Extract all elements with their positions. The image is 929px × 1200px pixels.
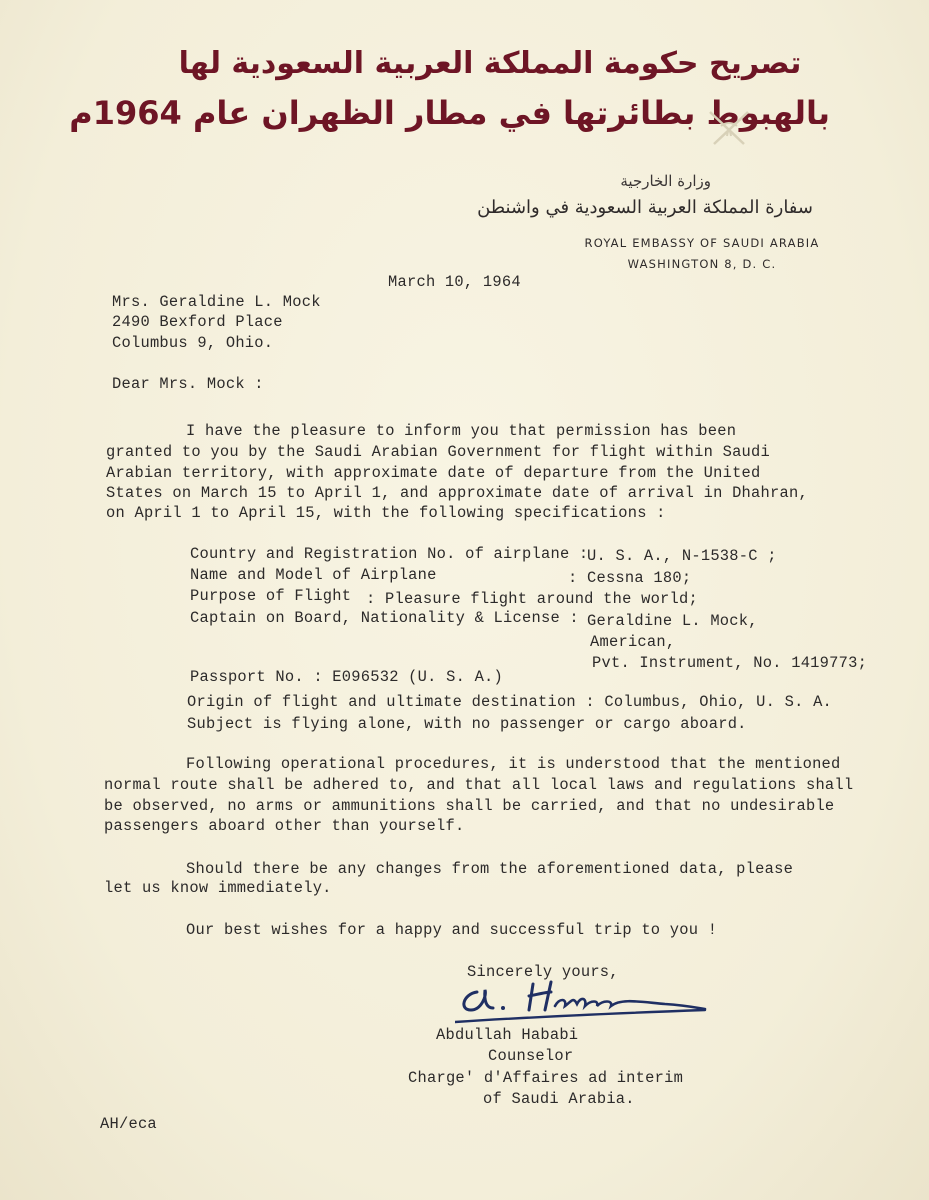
closing: Sincerely yours,: [467, 963, 619, 981]
spec-model-value: : Cessna 180;: [568, 569, 692, 587]
address-city: Columbus 9, Ohio.: [112, 334, 274, 352]
address-street: 2490 Bexford Place: [112, 313, 283, 331]
spec-purpose-label: Purpose of Flight: [190, 587, 352, 605]
para1-line: on April 1 to April 15, with the following specifications :: [106, 504, 666, 522]
arabic-title-line1: تصريح حكومة المملكة العربية السعودية لها: [178, 46, 802, 81]
embassy-name-arabic: سفارة المملكة العربية السعودية في واشنطن: [477, 197, 813, 218]
signer-role: Charge' d'Affaires ad interim: [408, 1069, 684, 1087]
spec-country-value: U. S. A., N-1538-C ;: [587, 547, 777, 565]
signer-title: Counselor: [488, 1047, 574, 1065]
spec-alone: Subject is flying alone, with no passenger or cargo aboard.: [187, 715, 747, 733]
address-name: Mrs. Geraldine L. Mock: [112, 293, 321, 311]
salutation: Dear Mrs. Mock :: [112, 375, 264, 393]
spec-model-label: Name and Model of Airplane: [190, 566, 437, 584]
para1-line: I have the pleasure to inform you that permission has been: [186, 422, 737, 440]
arabic-title-line2: بالهبوط بطائرتها في مطار الظهران عام 1964م: [69, 94, 830, 132]
embassy-name-english: ROYAL EMBASSY OF SAUDI ARABIA: [584, 236, 820, 250]
para1-line: States on March 15 to April 1, and approximate date of arrival in Dhahran,: [106, 484, 808, 502]
para1-line: granted to you by the Saudi Arabian Government for flight within Saudi: [106, 443, 771, 461]
para1-line: Arabian territory, with approximate date of departure from the United: [106, 464, 761, 482]
spec-purpose-value: : Pleasure flight around the world;: [366, 590, 699, 608]
para3-line: let us know immediately.: [104, 879, 332, 897]
para2-line: be observed, no arms or ammunitions shall be carried, and that no undesirable: [104, 797, 835, 815]
crossed-swords-emblem-icon: [704, 108, 754, 152]
embassy-city: WASHINGTON 8, D. C.: [627, 257, 777, 271]
signature: [455, 978, 715, 1028]
spec-captain-label: Captain on Board, Nationality & License :: [190, 609, 579, 627]
signer-country: of Saudi Arabia.: [483, 1090, 635, 1108]
ministry-arabic: وزارة الخارجية: [620, 172, 711, 190]
signer-name: Abdullah Hababi: [436, 1026, 579, 1044]
para2-line: Following operational procedures, it is understood that the mentioned: [186, 755, 841, 773]
reference-initials: AH/eca: [100, 1115, 157, 1133]
para3-line: Should there be any changes from the aforementioned data, please: [186, 860, 794, 878]
para2-line: passengers aboard other than yourself.: [104, 817, 465, 835]
spec-captain-license: Pvt. Instrument, No. 1419773;: [592, 654, 868, 672]
spec-country-label: Country and Registration No. of airplane :: [190, 545, 589, 563]
letter-date: March 10, 1964: [388, 273, 521, 291]
embassy-letterhead: [566, 233, 838, 275]
best-wishes: Our best wishes for a happy and successful trip to you !: [186, 921, 718, 939]
spec-passport: Passport No. : E096532 (U. S. A.): [190, 668, 504, 686]
spec-origin: Origin of flight and ultimate destination : Columbus, Ohio, U. S. A.: [187, 693, 833, 711]
spec-captain-value: Geraldine L. Mock,: [587, 612, 758, 630]
spec-captain-nationality: American,: [590, 633, 676, 651]
para2-line: normal route shall be adhered to, and that all local laws and regulations shall: [104, 776, 854, 794]
